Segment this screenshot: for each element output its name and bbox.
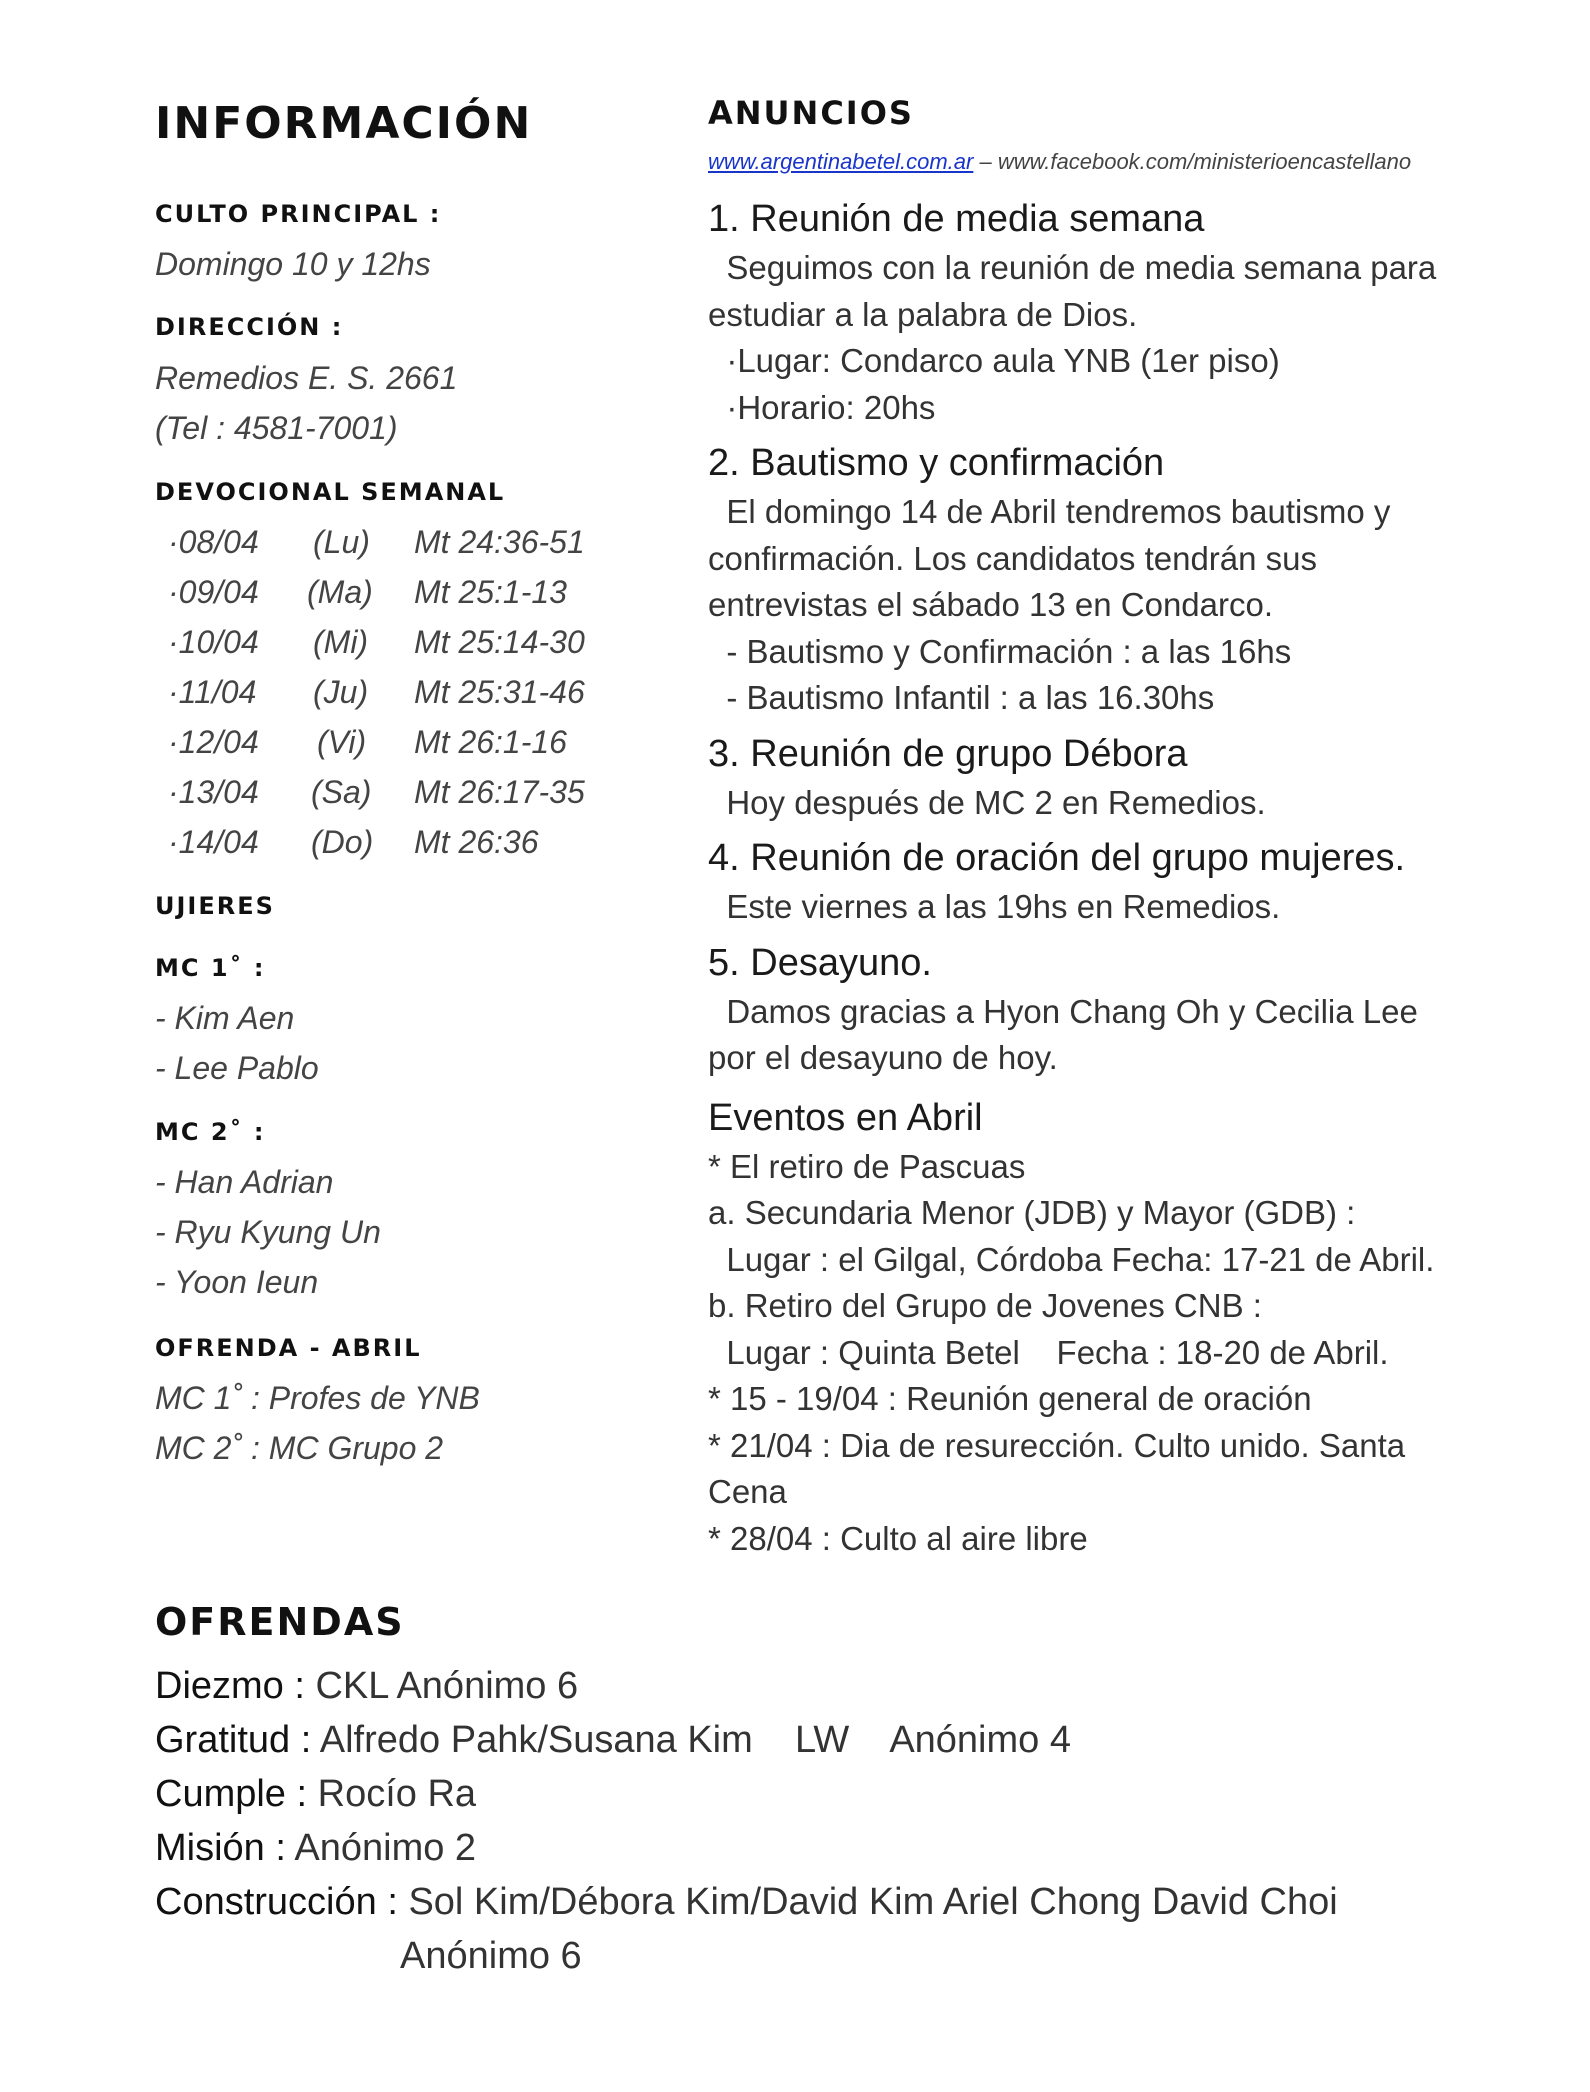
anuncio-line: confirmación. Los candidatos tendrán sus bbox=[708, 539, 1318, 577]
devo-day: (Vi) bbox=[317, 724, 367, 760]
anuncio-line: Lugar : Quinta Betel Fecha : 18-20 de Abril. bbox=[708, 1333, 1389, 1371]
ofrenda-row-value: Alfredo Pahk/Susana Kim LW Anónimo 4 bbox=[311, 1719, 1071, 1761]
ofrenda-row-label: Construcción : bbox=[155, 1881, 398, 1923]
devo-date: ·09/04 bbox=[168, 574, 259, 610]
devo-date: ·14/04 bbox=[168, 824, 259, 860]
mc1-member: - Kim Aen bbox=[155, 1000, 295, 1036]
anuncio-line: a. Secundaria Menor (JDB) y Mayor (GDB) : bbox=[708, 1194, 1356, 1231]
devo-day: (Sa) bbox=[311, 774, 372, 810]
anuncio-line: Lugar : el Gilgal, Córdoba Fecha: 17-21 de Abril. bbox=[708, 1240, 1435, 1278]
anuncio-line: b. Retiro del Grupo de Jovenes CNB : bbox=[708, 1287, 1262, 1324]
direccion-line1: Remedios E. S. 2661 bbox=[155, 360, 458, 396]
devo-date: ·08/04 bbox=[168, 524, 259, 560]
devo-date: ·10/04 bbox=[168, 624, 259, 660]
ofrenda-row-label: Misión : bbox=[155, 1827, 286, 1869]
anuncio-item bbox=[708, 728, 1508, 827]
anuncio-line: ·Lugar: Condarco aula YNB (1er piso) bbox=[708, 342, 1280, 379]
ofrendas-title: OFRENDAS bbox=[155, 1600, 405, 1644]
ujieres-label: UJIERES bbox=[155, 892, 275, 920]
anuncio-heading: Eventos en Abril bbox=[708, 1096, 983, 1139]
anuncio-line: Damos gracias a Hyon Chang Oh y Cecilia Lee bbox=[708, 992, 1418, 1030]
devo-date: ·13/04 bbox=[168, 774, 259, 810]
mc2-member: - Ryu Kyung Un bbox=[155, 1214, 381, 1250]
anuncio-heading: 5. Desayuno. bbox=[708, 941, 932, 984]
devo-ref: Mt 26:1-16 bbox=[414, 724, 567, 760]
anuncio-line: El domingo 14 de Abril tendremos bautismo y bbox=[708, 493, 1391, 530]
link-separator: – bbox=[973, 149, 998, 174]
devocional-label: DEVOCIONAL SEMANAL bbox=[155, 478, 506, 506]
ofrenda-mc1: MC 1˚ : Profes de YNB bbox=[155, 1380, 480, 1416]
anuncio-line: * 21/04 : Dia de resurección. Culto unido. Santa bbox=[708, 1426, 1406, 1464]
devo-ref: Mt 25:14-30 bbox=[414, 624, 585, 660]
ofrenda-row bbox=[155, 1881, 1338, 1924]
anuncio-line: - Bautismo y Confirmación : a las 16hs bbox=[708, 632, 1292, 670]
ofrenda-row-label: Diezmo : bbox=[155, 1665, 305, 1707]
anuncio-line: Este viernes a las 19hs en Remedios. bbox=[708, 888, 1281, 925]
anuncios-title: ANUNCIOS bbox=[708, 94, 914, 132]
ofrenda-row-value: Sol Kim/Débora Kim/David Kim Ariel Chong David Choi bbox=[397, 1881, 1338, 1923]
devo-day: (Do) bbox=[311, 824, 374, 860]
devo-ref: Mt 26:17-35 bbox=[414, 774, 585, 810]
direccion-line2: (Tel : 4581-7001) bbox=[155, 410, 398, 446]
links-line bbox=[708, 149, 1411, 175]
anuncio-item bbox=[708, 937, 1508, 1082]
ofrenda-row-value: Anónimo 2 bbox=[285, 1827, 477, 1869]
anuncio-line: - Bautismo Infantil : a las 16.30hs bbox=[708, 679, 1215, 716]
devo-ref: Mt 25:1-13 bbox=[414, 574, 567, 610]
devo-date: ·12/04 bbox=[168, 724, 259, 760]
ofrenda-label: OFRENDA - ABRIL bbox=[155, 1334, 422, 1362]
anuncio-line: * 28/04 : Culto al aire libre bbox=[708, 1519, 1088, 1557]
ofrenda-row-value: Rocío Ra bbox=[307, 1773, 477, 1815]
anuncio-line: Seguimos con la reunión de media semana para bbox=[708, 249, 1437, 286]
anuncio-line: por el desayuno de hoy. bbox=[708, 1039, 1058, 1076]
facebook-link[interactable]: www.facebook.com/ministerioencastellano bbox=[997, 149, 1412, 174]
mc1-member: - Lee Pablo bbox=[155, 1050, 319, 1086]
anuncio-line: estudiar a la palabra de Dios. bbox=[708, 295, 1138, 333]
info-title: INFORMACIÓN bbox=[155, 98, 533, 149]
ofrenda-mc2: MC 2˚ : MC Grupo 2 bbox=[155, 1430, 444, 1466]
anuncio-item bbox=[708, 437, 1508, 722]
ofrenda-row bbox=[155, 1665, 578, 1708]
mc2-member: - Han Adrian bbox=[155, 1164, 334, 1200]
anuncio-line: * El retiro de Pascuas bbox=[708, 1147, 1026, 1185]
devo-day: (Ju) bbox=[313, 674, 369, 710]
website-link[interactable]: www.argentinabetel.com.ar bbox=[708, 149, 974, 174]
anuncio-heading: 3. Reunión de grupo Débora bbox=[708, 732, 1188, 775]
mc2-label: MC 2˚ : bbox=[155, 1118, 266, 1146]
ofrenda-row bbox=[155, 1827, 476, 1870]
devo-day: (Lu) bbox=[313, 524, 370, 560]
devo-ref: Mt 26:36 bbox=[414, 824, 539, 860]
mc1-label: MC 1˚ : bbox=[155, 954, 266, 982]
anuncio-line: * 15 - 19/04 : Reunión general de oración bbox=[708, 1380, 1312, 1417]
devo-ref: Mt 24:36-51 bbox=[414, 524, 585, 560]
mc2-member: - Yoon Ieun bbox=[155, 1264, 319, 1300]
anuncio-heading: 1. Reunión de media semana bbox=[708, 198, 1205, 240]
devo-ref: Mt 25:31-46 bbox=[414, 674, 585, 710]
anuncio-item bbox=[708, 193, 1508, 431]
ofrenda-continuation: Anónimo 6 bbox=[400, 1935, 582, 1977]
ofrenda-row bbox=[155, 1719, 1071, 1762]
anuncio-line: Cena bbox=[708, 1473, 787, 1510]
anuncio-item bbox=[708, 1092, 1508, 1563]
direccion-label: DIRECCIÓN : bbox=[155, 313, 344, 341]
ofrenda-row-label: Gratitud : bbox=[155, 1719, 312, 1761]
anuncio-heading: 4. Reunión de oración del grupo mujeres. bbox=[708, 837, 1406, 879]
ofrenda-row-label: Cumple : bbox=[155, 1773, 308, 1815]
ofrenda-row-value: CKL Anónimo 6 bbox=[304, 1665, 579, 1707]
devo-day: (Mi) bbox=[313, 624, 369, 660]
anuncio-line: ·Horario: 20hs bbox=[708, 388, 936, 426]
ofrenda-row bbox=[155, 1773, 476, 1816]
devo-date: ·11/04 bbox=[168, 674, 257, 710]
anuncio-heading: 2. Bautismo y confirmación bbox=[708, 442, 1165, 484]
culto-label: CULTO PRINCIPAL : bbox=[155, 200, 442, 228]
devo-day: (Ma) bbox=[307, 574, 373, 610]
anuncio-line: entrevistas el sábado 13 en Condarco. bbox=[708, 586, 1274, 623]
anuncio-line: Hoy después de MC 2 en Remedios. bbox=[708, 783, 1266, 821]
anuncio-item bbox=[708, 832, 1508, 931]
culto-value: Domingo 10 y 12hs bbox=[155, 246, 431, 282]
anuncios-list bbox=[708, 193, 1508, 1562]
